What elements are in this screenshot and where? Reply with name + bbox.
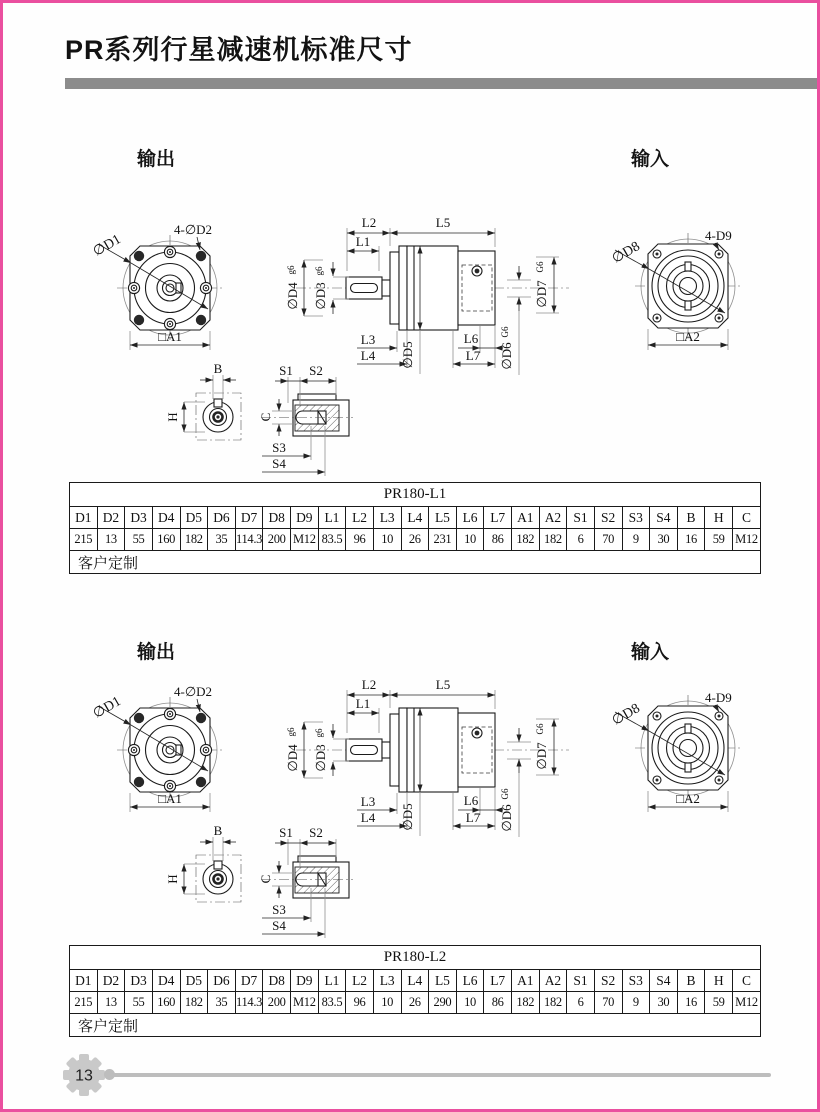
column-header-L5: L5 (429, 970, 457, 992)
dim-label-d1: ∅D1 (90, 232, 124, 260)
dim-label-l7: L7 (465, 348, 481, 363)
column-header-L4: L4 (401, 970, 429, 992)
keyway-detail-view (258, 823, 363, 940)
shaft-end-section-view (165, 361, 255, 457)
dim-label-d3-fit: g6 (314, 728, 324, 738)
column-header-D7: D7 (235, 970, 263, 992)
value-D8: 200 (263, 992, 291, 1014)
value-D7: 114.3 (235, 992, 263, 1014)
value-L1: 83.5 (318, 992, 346, 1014)
value-A2: 182 (539, 992, 567, 1014)
gear-icon (61, 1052, 107, 1098)
dim-label-h: H (165, 874, 180, 884)
column-header-D9: D9 (291, 970, 319, 992)
value-D1: 215 (70, 529, 98, 551)
column-header-D5: D5 (180, 970, 208, 992)
column-header-L2: L2 (346, 507, 374, 529)
output-view-label: 输出 (137, 149, 176, 170)
column-header-D2: D2 (97, 970, 125, 992)
value-L4: 26 (401, 992, 429, 1014)
input-flange-drawing (598, 208, 793, 358)
shaft-end-section-view (165, 823, 255, 919)
page-title: PR系列行星减速机标准尺寸 (65, 35, 413, 65)
column-header-L1: L1 (318, 970, 346, 992)
dim-label-a1: □A1 (158, 329, 182, 344)
keyway-detail-view (258, 361, 363, 478)
dim-label-l6: L6 (463, 331, 479, 346)
column-header-D8: D8 (263, 507, 291, 529)
dim-label-d8: ∅D8 (609, 239, 643, 267)
value-L4: 26 (401, 529, 429, 551)
value-L5: 231 (429, 529, 457, 551)
column-header-S2: S2 (594, 970, 622, 992)
column-header-D3: D3 (125, 970, 153, 992)
dim-label-d4-fit: g6 (286, 727, 296, 737)
column-header-S2: S2 (594, 507, 622, 529)
column-header-D6: D6 (208, 970, 236, 992)
dim-label-d6-fit: G6 (500, 788, 510, 800)
value-L1: 83.5 (318, 529, 346, 551)
dim-label-d7: ∅D7 (534, 280, 549, 308)
page-number-gear (61, 1052, 107, 1098)
value-D4: 160 (152, 529, 180, 551)
value-D6: 35 (208, 529, 236, 551)
dim-label-s4: S4 (272, 456, 286, 471)
dim-label-d4-fit: g6 (286, 265, 296, 275)
output-view-label: 输出 (137, 642, 176, 663)
dim-label-d5: ∅D5 (400, 803, 415, 831)
dim-label-d3: ∅D3 (313, 744, 328, 772)
column-header-S1: S1 (567, 507, 595, 529)
value-D3: 55 (125, 529, 153, 551)
dim-label-l6: L6 (463, 793, 479, 808)
dim-label-s2: S2 (309, 825, 323, 840)
dim-label-b: B (213, 823, 223, 838)
dim-label-l7: L7 (465, 810, 481, 825)
column-header-A2: A2 (539, 507, 567, 529)
dim-label-h: H (165, 412, 180, 422)
key-notch (214, 399, 222, 407)
value-L6: 10 (456, 992, 484, 1014)
value-A2: 182 (539, 529, 567, 551)
gearbox-body (346, 708, 495, 792)
value-B: 16 (677, 529, 705, 551)
value-S4: 30 (650, 529, 678, 551)
dim-label-d6: ∅D6 (499, 804, 514, 832)
column-header-L3: L3 (373, 970, 401, 992)
dim-label-d5: ∅D5 (400, 341, 415, 369)
dim-label-s1: S1 (279, 825, 293, 840)
dim-label-s1: S1 (279, 363, 293, 378)
dim-label-d3-fit: g6 (314, 266, 324, 276)
column-header-S3: S3 (622, 970, 650, 992)
shaft-section-drawing (165, 823, 255, 919)
dim-label-a2: □A2 (676, 791, 700, 806)
value-D7: 114.3 (235, 529, 263, 551)
dim-label-d1: ∅D1 (90, 694, 124, 722)
dim-label-l3: L3 (360, 794, 376, 809)
dim-label-d3: ∅D3 (313, 282, 328, 310)
dim-label-4-d2: 4-∅D2 (174, 684, 213, 699)
gearbox-body (346, 246, 495, 330)
dim-label-c: C (258, 412, 273, 422)
dim-label-d6: ∅D6 (499, 342, 514, 370)
output-flange-front-view (78, 208, 268, 358)
value-D9: M12 (291, 529, 319, 551)
column-header-D3: D3 (125, 507, 153, 529)
column-header-L1: L1 (318, 507, 346, 529)
output-flange-front-view (78, 670, 268, 820)
footer-line (112, 1073, 771, 1077)
value-D5: 182 (180, 529, 208, 551)
input-flange-front-view (598, 208, 793, 358)
dim-label-l4: L4 (360, 348, 376, 363)
value-L5: 290 (429, 992, 457, 1014)
column-header-L2: L2 (346, 970, 374, 992)
value-S3: 9 (622, 992, 650, 1014)
value-L7: 86 (484, 529, 512, 551)
input-flange-front-view (598, 670, 793, 820)
value-S1: 6 (567, 992, 595, 1014)
value-A1: 182 (512, 992, 540, 1014)
output-flange-drawing (78, 670, 268, 820)
column-header-D5: D5 (180, 507, 208, 529)
column-header-S3: S3 (622, 507, 650, 529)
value-S1: 6 (567, 529, 595, 551)
column-header-L7: L7 (484, 507, 512, 529)
spec-table-pr180-l1 (69, 482, 761, 574)
value-D9: M12 (291, 992, 319, 1014)
custom-order-note: 客户定制 (70, 551, 761, 574)
clamp-slot-top (685, 724, 691, 733)
input-view-label: 输入 (631, 642, 670, 663)
dim-label-s2: S2 (309, 363, 323, 378)
dim-label-d4: ∅D4 (285, 744, 300, 772)
dim-label-a2: □A2 (676, 329, 700, 344)
column-header-A1: A1 (512, 970, 540, 992)
dim-label-s4: S4 (272, 918, 286, 933)
value-L6: 10 (456, 529, 484, 551)
value-S2: 70 (594, 992, 622, 1014)
column-header-C: C (733, 507, 761, 529)
shaft-section-drawing (165, 361, 255, 457)
column-header-D4: D4 (152, 970, 180, 992)
dim-label-d6-fit: G6 (500, 326, 510, 338)
column-header-D4: D4 (152, 507, 180, 529)
spec-table-title: PR180-L2 (70, 946, 761, 970)
value-H: 59 (705, 529, 733, 551)
clamp-slot-bottom (685, 763, 691, 772)
column-header-H: H (705, 507, 733, 529)
column-header-H: H (705, 970, 733, 992)
key-notch (214, 861, 222, 869)
value-D2: 13 (97, 529, 125, 551)
dim-label-d7-fit: G6 (535, 723, 545, 735)
value-S3: 9 (622, 529, 650, 551)
value-D2: 13 (97, 992, 125, 1014)
column-header-S1: S1 (567, 970, 595, 992)
column-header-C: C (733, 970, 761, 992)
column-header-A1: A1 (512, 507, 540, 529)
value-L2: 96 (346, 529, 374, 551)
input-flange-drawing (598, 670, 793, 820)
spec-table-pr180-l2 (69, 945, 761, 1037)
column-header-L6: L6 (456, 970, 484, 992)
dim-label-l1: L1 (355, 696, 371, 711)
dim-label-4-d9: 4-D9 (705, 690, 732, 705)
key-detail-drawing (258, 361, 363, 478)
column-header-S4: S4 (650, 507, 678, 529)
value-D3: 55 (125, 992, 153, 1014)
column-header-L7: L7 (484, 970, 512, 992)
dim-label-d7-fit: G6 (535, 261, 545, 273)
column-header-S4: S4 (650, 970, 678, 992)
column-header-L3: L3 (373, 507, 401, 529)
value-C: M12 (733, 529, 761, 551)
value-D5: 182 (180, 992, 208, 1014)
column-header-D1: D1 (70, 507, 98, 529)
column-header-D7: D7 (235, 507, 263, 529)
column-header-D9: D9 (291, 507, 319, 529)
dim-label-l1: L1 (355, 234, 371, 249)
value-D1: 215 (70, 992, 98, 1014)
column-header-D2: D2 (97, 507, 125, 529)
clamp-slot-top (685, 262, 691, 271)
dim-label-c: C (258, 874, 273, 884)
column-header-L4: L4 (401, 507, 429, 529)
value-L3: 10 (373, 992, 401, 1014)
value-B: 16 (677, 992, 705, 1014)
output-flange-drawing (78, 208, 268, 358)
spec-table-title: PR180-L1 (70, 483, 761, 507)
dim-label-l2: L2 (361, 677, 377, 692)
dim-label-s3: S3 (272, 440, 286, 455)
value-L3: 10 (373, 529, 401, 551)
key-detail-drawing (258, 823, 363, 940)
dim-label-b: B (213, 361, 223, 376)
dim-label-d8: ∅D8 (609, 701, 643, 729)
value-H: 59 (705, 992, 733, 1014)
input-view-label: 输入 (631, 149, 670, 170)
value-L7: 86 (484, 992, 512, 1014)
value-C: M12 (733, 992, 761, 1014)
dim-label-a1: □A1 (158, 791, 182, 806)
column-header-A2: A2 (539, 970, 567, 992)
column-header-D1: D1 (70, 970, 98, 992)
dim-label-l4: L4 (360, 810, 376, 825)
custom-order-note: 客户定制 (70, 1014, 761, 1037)
dim-label-l5: L5 (435, 215, 451, 230)
value-D4: 160 (152, 992, 180, 1014)
column-header-D6: D6 (208, 507, 236, 529)
column-header-B: B (677, 970, 705, 992)
value-S2: 70 (594, 529, 622, 551)
dim-label-l2: L2 (361, 215, 377, 230)
title-underline-bar (65, 78, 817, 89)
dim-label-d4: ∅D4 (285, 282, 300, 310)
dim-label-l5: L5 (435, 677, 451, 692)
clamp-slot-bottom (685, 301, 691, 310)
value-S4: 30 (650, 992, 678, 1014)
dim-label-4-d2: 4-∅D2 (174, 222, 213, 237)
value-D6: 35 (208, 992, 236, 1014)
column-header-L6: L6 (456, 507, 484, 529)
value-D8: 200 (263, 529, 291, 551)
dim-label-s3: S3 (272, 902, 286, 917)
page-number: 13 (75, 1067, 93, 1085)
dim-label-4-d9: 4-D9 (705, 228, 732, 243)
column-header-D8: D8 (263, 970, 291, 992)
value-L2: 96 (346, 992, 374, 1014)
value-A1: 182 (512, 529, 540, 551)
column-header-B: B (677, 507, 705, 529)
dim-label-l3: L3 (360, 332, 376, 347)
dim-label-d7: ∅D7 (534, 742, 549, 770)
column-header-L5: L5 (429, 507, 457, 529)
